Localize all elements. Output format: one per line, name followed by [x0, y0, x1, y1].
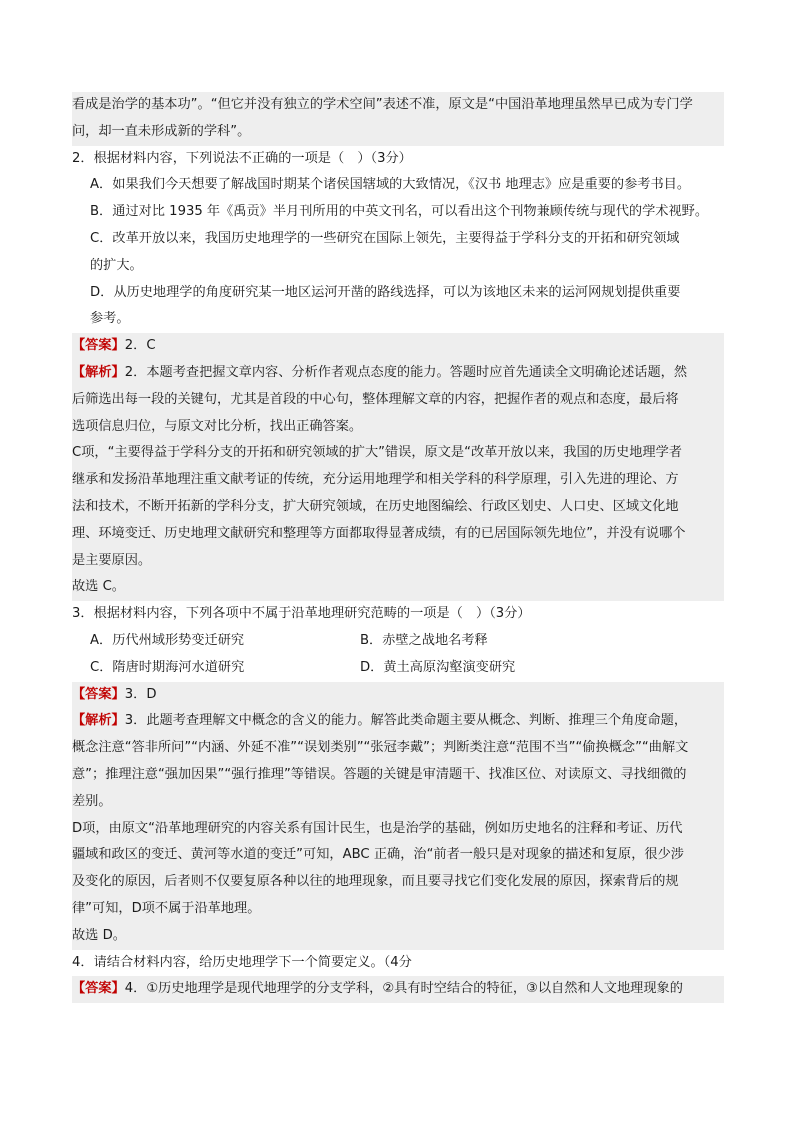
explanation-line: 问，却一直未形成新的学科”。 [72, 119, 724, 146]
analysis-line: 疆域和政区的变迁、黄河等水道的变迁”可知，ABC 正确，治“前者一般只是对现象的描述和复原，很少涉 [72, 842, 724, 869]
question-2-option-c-cont: 的扩大。 [90, 257, 143, 273]
analysis-line: 是主要原因。 [72, 548, 724, 575]
analysis-tag: 【解析】 [72, 713, 125, 729]
question-3-options-row-2 [72, 655, 724, 682]
question-2-option-c: C．改革开放以来，我国历史地理学的一些研究在国际上领先，主要得益于学科分支的开拓和研究领域 [90, 230, 680, 246]
analysis-line: 律”可知，D项不属于沿革地理。 [72, 896, 724, 923]
answer-tag: 【答案】 [72, 981, 125, 997]
analysis-line: C项，“主要得益于学科分支的开拓和研究领域的扩大”错误，原文是“改革开放以来，我国的历史地理学者 [72, 440, 724, 467]
answer-tag: 【答案】 [72, 686, 125, 702]
answer-text: 4．①历史地理学是现代地理学的分支学科，②具有时空结合的特征，③以自然和人文地理现象的 [124, 981, 683, 997]
question-3-option-b: B．赤壁之战地名考释 [360, 632, 488, 648]
analysis-line: D项，由原文“沿革地理研究的内容关系有国计民生，也是治学的基础，例如历史地名的注释和考证、历代 [72, 816, 724, 843]
answer-tag: 【答案】 [72, 338, 125, 354]
analysis-line: 及变化的原因，后者则不仅要复原各种以往的地理现象，而且要寻找它们变化发展的原因，探索背后的规 [72, 869, 724, 896]
answer-text: 3．D [124, 686, 157, 702]
question-2-analysis [72, 360, 724, 387]
explanation-line: 看成是治学的基本功”。“但它并没有独立的学术空间”表述不准，原文是“中国沿革地理虽然早已成为专门学 [72, 92, 724, 119]
analysis-text: 3．此题考查理解文中概念的含义的能力。解答此类命题主要从概念、判断、推理三个角度命题， [124, 713, 688, 729]
question-3-option-c: C．隋唐时期海河水道研究 [90, 659, 245, 675]
analysis-line: 故选 C。 [72, 574, 724, 601]
document-content [72, 92, 724, 1003]
analysis-line: 概念注意“答非所问”“内涵、外延不准”“误划类别”“张冠李戴”；判断类注意“范围不当”“偷换概念”“曲解文 [72, 735, 724, 762]
question-3-stem: 3．根据材料内容，下列各项中不属于沿革地理研究范畴的一项是（ ）（3分） [72, 606, 531, 622]
question-3-answer [72, 682, 724, 709]
question-4-stem: 4．请结合材料内容，给历史地理学下一个简要定义。（4分 [72, 954, 412, 970]
question-4-answer [72, 976, 724, 1003]
question-2-answer [72, 333, 724, 360]
analysis-line: 继承和发扬沿革地理注重文献考证的传统，充分运用地理学和相关学科的科学原理，引入先进的理论、方 [72, 467, 724, 494]
question-2-option-d-cont: 参考。 [90, 311, 130, 327]
question-2-option-a: A．如果我们今天想要了解战国时期某个诸侯国辖域的大致情况，《汉书 地理志》应是重要的参考书目。 [90, 177, 691, 193]
analysis-tag: 【解析】 [72, 364, 125, 380]
question-2-stem: 2．根据材料内容，下列说法不正确的一项是（ ）（3分） [72, 150, 412, 166]
analysis-line: 法和技术，不断开拓新的学科分支，扩大研究领域，在历史地图编绘、行政区划史、人口史、区域文化地 [72, 494, 724, 521]
question-3-options-row-1 [72, 628, 724, 655]
question-3-option-d: D．黄土高原沟壑演变研究 [360, 659, 516, 675]
analysis-line: 选项信息归位，与原文对比分析，找出正确答案。 [72, 414, 724, 441]
analysis-text: 2．本题考查把握文章内容、分析作者观点态度的能力。答题时应首先通读全文明确论述话题，然 [124, 364, 688, 380]
question-3-option-a: A．历代州域形势变迁研究 [90, 632, 245, 648]
answer-text: 2．C [124, 338, 156, 354]
question-2-option-d: D．从历史地理学的角度研究某一地区运河开凿的路线选择，可以为该地区未来的运河网规划提供重要 [90, 284, 681, 300]
analysis-line: 意”；推理注意“强加因果”“强行推理”等错误。答题的关键是审清题干、找准区位、对读原文、寻找细微的 [72, 762, 724, 789]
question-3-analysis [72, 708, 724, 735]
analysis-line: 故选 D。 [72, 923, 724, 950]
analysis-line: 差别。 [72, 789, 724, 816]
analysis-line: 后筛选出每一段的关键句，尤其是首段的中心句，整体理解文章的内容，把握作者的观点和态度，最后将 [72, 387, 724, 414]
question-2-option-b: B．通过对比 1935 年《禹贡》半月刊所用的中英文刊名，可以看出这个刊物兼顾传统与现代的学术视野。 [90, 204, 709, 220]
analysis-line: 理、环境变迁、历史地理文献研究和整理等方面都取得显著成绩，有的已居国际领先地位”，并没有说哪个 [72, 521, 724, 548]
